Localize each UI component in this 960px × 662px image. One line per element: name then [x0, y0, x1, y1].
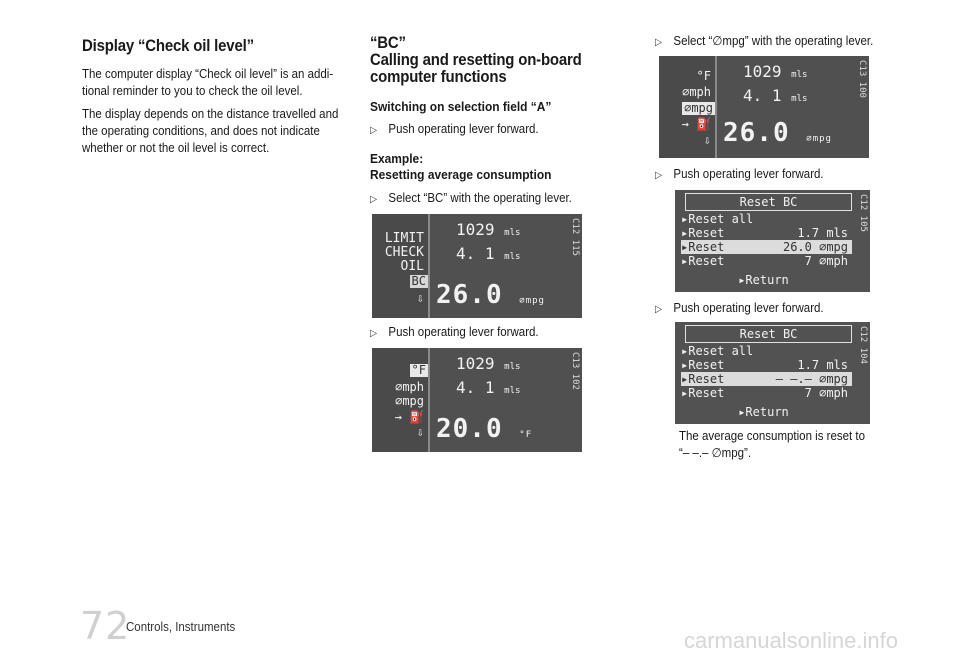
lcd-main-value: 20.0 °F [436, 414, 533, 444]
step-arrow-icon: ▷ [655, 304, 663, 315]
instruction-step: ▷ Push operating lever forward. [655, 300, 824, 318]
lcd-label-mpg: ∅mpg [395, 394, 424, 408]
result-text: The average consumption is reset to [679, 429, 866, 443]
lcd-label-fahrenheit: °F [696, 69, 711, 83]
menu-row: ▸Reset all [681, 344, 754, 358]
lcd-odometer: 1029 mls [456, 220, 521, 239]
paragraph-line: the operating conditions, and does not indicate [82, 124, 320, 138]
lcd-main-value: 26.0 ∅mpg [436, 280, 545, 310]
lcd-distance: 4. 1 mls [456, 244, 521, 263]
lcd-label-range: → ⛽ [394, 410, 424, 424]
menu-row: ▸Reset 7 ∅mph [681, 386, 848, 400]
instruction-step: ▷ Push operating lever forward. [370, 324, 539, 342]
lcd-display-mpg-selected [659, 56, 869, 158]
step-arrow-icon: ▷ [370, 194, 378, 205]
down-arrow-icon: ⇩ [703, 133, 711, 147]
page-number: 72 [80, 604, 131, 648]
lcd-main-value: 26.0 ∅mpg [723, 118, 832, 148]
instruction-step: ▷ Push operating lever forward. [370, 121, 539, 139]
paragraph-line: The computer display “Check oil level” is an addi- [82, 67, 334, 81]
lcd-side-panel [659, 56, 717, 158]
example-title: Resetting average consumption [370, 167, 552, 182]
step-arrow-icon: ▷ [655, 37, 663, 48]
heading-computer-functions: computer functions [370, 67, 507, 86]
lcd-label-check: CHECK [384, 245, 424, 260]
down-arrow-icon: ⇩ [416, 425, 424, 439]
menu-row-selected: ▸Reset 26.0 ∅mpg [681, 240, 852, 254]
paragraph-line: The display depends on the distance travelled and [82, 107, 339, 121]
heading-calling-resetting: Calling and resetting on-board [370, 50, 582, 69]
lcd-display-temperature [372, 348, 582, 452]
subheading-selection-field: Switching on selection field “A” [370, 99, 552, 114]
instruction-step: ▷ Push operating lever forward. [655, 166, 824, 184]
down-arrow-icon: ⇩ [416, 291, 424, 305]
instruction-step: ▷ Select “∅mpg” with the operating lever. [655, 33, 873, 51]
lcd-distance: 4. 1 mls [456, 378, 521, 397]
paragraph-line: tional reminder to you to check the oil level. [82, 84, 303, 98]
menu-header: Reset BC [685, 193, 852, 211]
menu-header: Reset BC [685, 325, 852, 343]
paragraph-line: whether or not the oil level is correct. [82, 141, 270, 155]
step-arrow-icon: ▷ [370, 328, 378, 339]
step-arrow-icon: ▷ [655, 170, 663, 181]
lcd-odometer: 1029 mls [743, 62, 808, 81]
example-label: Example: [370, 151, 424, 166]
figure-code: C12 115 [570, 218, 580, 256]
figure-code: C12 104 [858, 326, 868, 364]
menu-row: ▸Reset 7 ∅mph [681, 254, 848, 268]
lcd-label-fahrenheit: °F [411, 363, 426, 377]
lcd-label-bc: BC [411, 274, 426, 288]
watermark: carmanualsonline.info [683, 628, 898, 653]
menu-row-selected: ▸Reset – –.– ∅mpg [681, 372, 852, 386]
reset-bc-menu-before [675, 190, 870, 292]
section-name: Controls, Instruments [126, 620, 236, 634]
figure-code: C13 102 [570, 352, 580, 390]
menu-return: ▸Return [738, 405, 789, 419]
lcd-label-range: → ⛽ [681, 117, 711, 131]
heading-bc: “BC” [370, 33, 406, 52]
menu-row: ▸Reset 1.7 mls [681, 358, 848, 372]
lcd-odometer: 1029 mls [456, 354, 521, 373]
figure-code: C12 105 [858, 194, 868, 232]
reset-bc-menu-after [675, 322, 870, 424]
step-arrow-icon: ▷ [370, 125, 378, 136]
result-text: “– –.– ∅mpg”. [679, 446, 752, 460]
lcd-display-bc-selected [372, 214, 582, 318]
menu-row: ▸Reset 1.7 mls [681, 226, 848, 240]
menu-row: ▸Reset all [681, 212, 754, 226]
menu-return: ▸Return [738, 273, 789, 287]
lcd-label-oil: OIL [400, 259, 424, 274]
instruction-step: ▷ Select “BC” with the operating lever. [370, 190, 572, 208]
lcd-label-limit: LIMIT [384, 231, 424, 246]
figure-code: C13 100 [857, 60, 867, 98]
lcd-label-mph: ∅mph [682, 85, 711, 99]
lcd-label-mpg: ∅mpg [684, 101, 713, 115]
lcd-side-panel [372, 214, 430, 318]
lcd-label-mph: ∅mph [395, 380, 424, 394]
lcd-side-panel [372, 348, 430, 452]
lcd-distance: 4. 1 mls [743, 86, 808, 105]
heading-check-oil-level: Display “Check oil level” [82, 36, 254, 55]
